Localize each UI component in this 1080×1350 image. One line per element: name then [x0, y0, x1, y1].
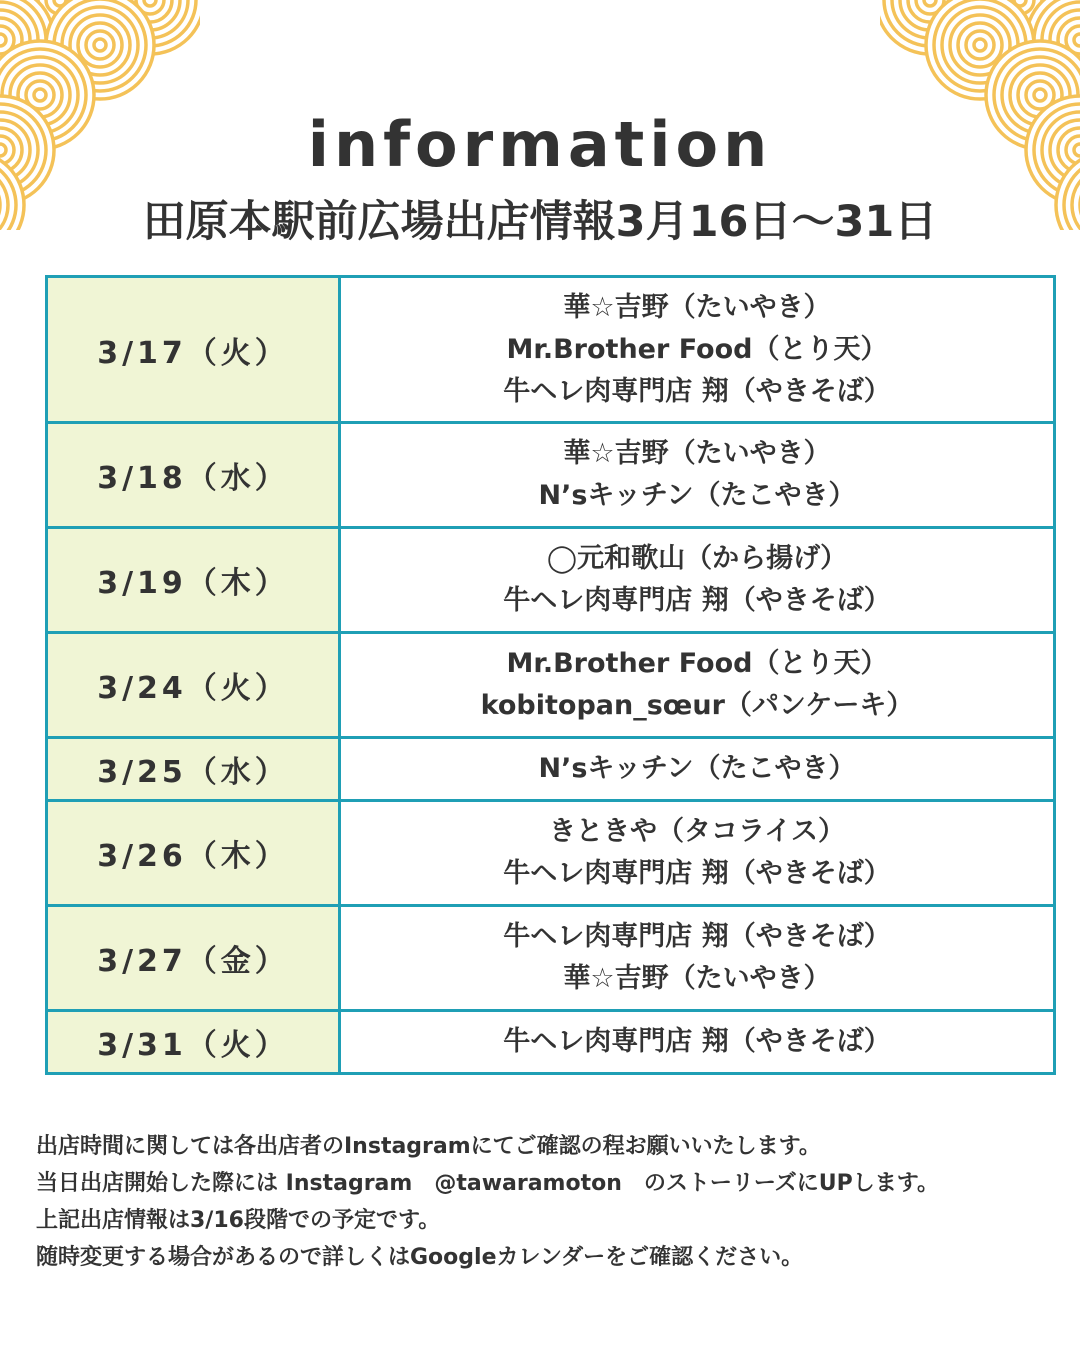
shop-name: N’sキッチン（たこやき）: [538, 753, 856, 784]
schedule-row: [47, 1011, 1055, 1074]
shops-cell: [340, 423, 1055, 528]
page-title-english: information: [307, 108, 773, 181]
schedule-row: [47, 528, 1055, 633]
shop-name: 牛ヘレ肉専門店 翔（やきそば）: [503, 1026, 891, 1057]
date-cell: 3/24（火）: [47, 633, 340, 738]
schedule-row: [47, 633, 1055, 738]
shop-name: Mr.Brother Food（とり天）: [506, 333, 888, 365]
shop-name: 牛ヘレ肉専門店 翔（やきそば）: [503, 858, 891, 889]
shop-name: N’sキッチン（たこやき）: [538, 480, 856, 511]
shop-name: 牛ヘレ肉専門店 翔（やきそば）: [503, 585, 891, 616]
date-cell: 3/27（金）: [47, 906, 340, 1011]
shop-name: Mr.Brother Food（とり天）: [506, 648, 888, 679]
shops-cell: [340, 277, 1055, 423]
shops-cell: [340, 906, 1055, 1011]
date-cell: 3/26（木）: [47, 801, 340, 906]
schedule-row: [47, 423, 1055, 528]
shop-name: 華☆吉野（たいやき）: [563, 291, 831, 323]
note-line: 出店時間に関しては各出店者のInstagramにてご確認の程お願いいたします。: [36, 1134, 821, 1159]
date-cell: 3/19（木）: [47, 528, 340, 633]
schedule-table: [45, 275, 1056, 1075]
shops-cell: [340, 528, 1055, 633]
date-cell: 3/18（水）: [47, 423, 340, 528]
shops-cell: [340, 801, 1055, 906]
shops-cell: [340, 633, 1055, 738]
page-title-japanese: 田原本駅前広場出店情報3月16日〜31日: [142, 197, 938, 247]
schedule-row: [47, 738, 1055, 801]
date-cell: 3/17（火）: [47, 277, 340, 423]
schedule-row: [47, 277, 1055, 423]
shop-name: きときや（タコライス）: [549, 816, 845, 847]
shops-cell: [340, 1011, 1055, 1074]
shop-name: 華☆吉野（たいやき）: [563, 963, 831, 994]
shop-name: 牛ヘレ肉専門店 翔（やきそば）: [503, 375, 891, 407]
date-cell: 3/31（火）: [47, 1011, 340, 1074]
note-line: 当日出店開始した際には Instagram @tawaramoton のストーリーズにUPします。: [36, 1171, 940, 1196]
shop-name: kobitopan_sœur（パンケーキ）: [480, 690, 914, 721]
shops-cell: [340, 738, 1055, 801]
note-line: 上記出店情報は3/16段階での予定です。: [36, 1208, 441, 1233]
date-cell: 3/25（水）: [47, 738, 340, 801]
shop-name: 牛ヘレ肉専門店 翔（やきそば）: [503, 921, 891, 952]
schedule-row: [47, 801, 1055, 906]
shop-name: ◯元和歌山（から揚げ）: [546, 543, 848, 574]
shop-name: 華☆吉野（たいやき）: [563, 438, 831, 469]
notes: [36, 1128, 1066, 1276]
schedule-row: [47, 906, 1055, 1011]
note-line: 随時変更する場合があるので詳しくはGoogleカレンダーをご確認ください。: [36, 1245, 804, 1270]
